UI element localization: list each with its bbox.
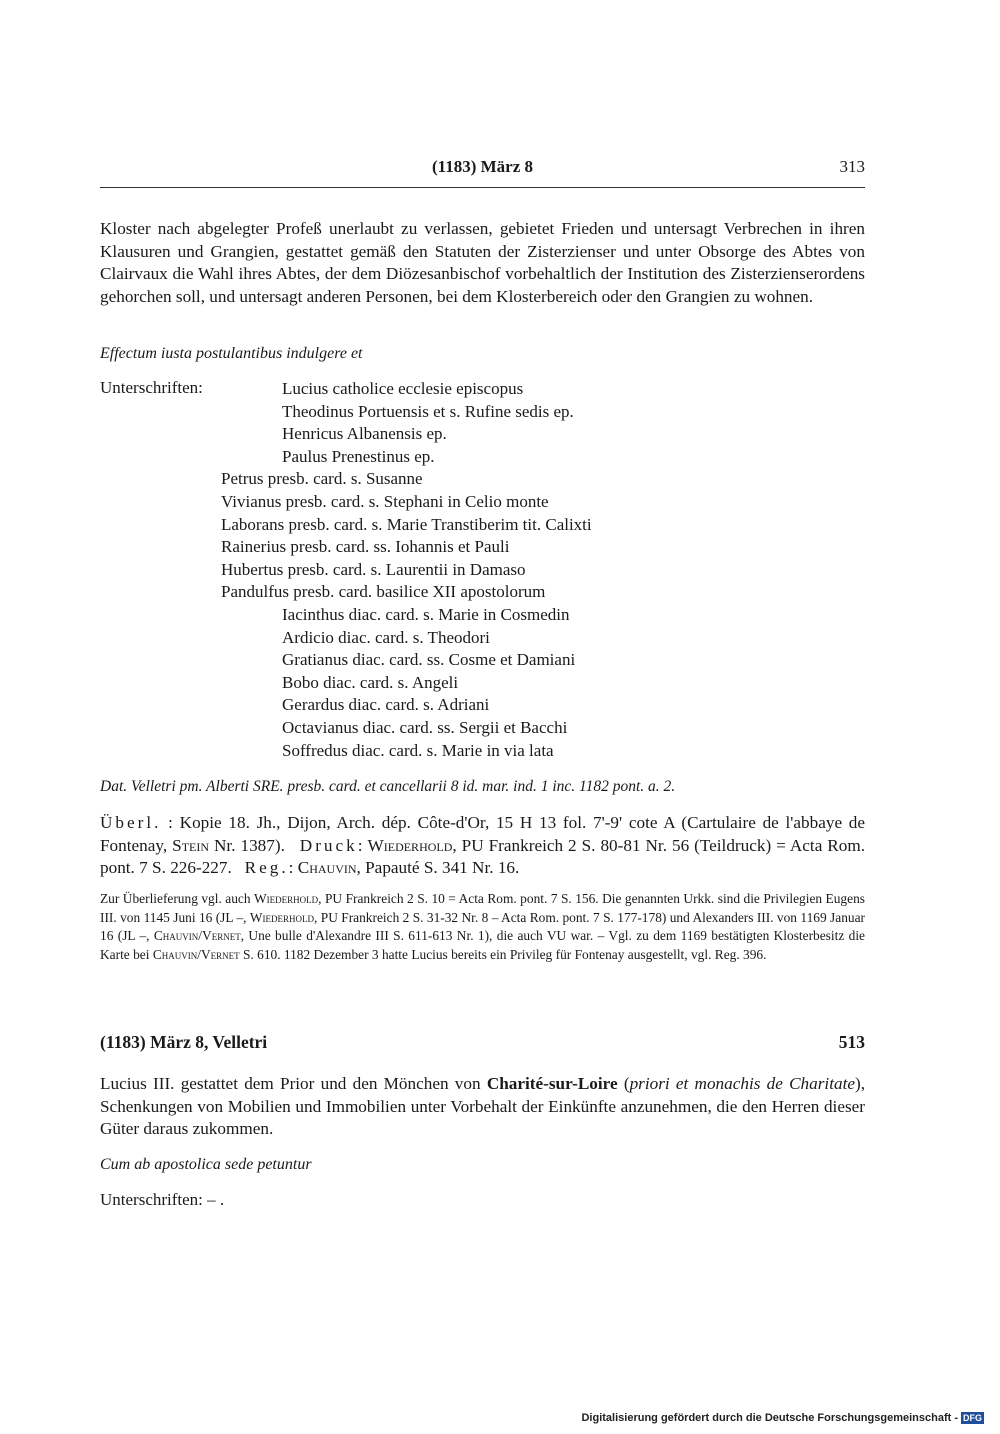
signature-line: Vivianus presb. card. s. Stephani in Celio monte: [221, 492, 549, 511]
incipit: Effectum iusta postulantibus indulgere et: [100, 345, 363, 362]
regest-513-text: [100, 1073, 865, 1141]
note-part: , PU Frankreich 2 S. 31-32 Nr. 8 – Acta Rom. pont. 7 S. 177-178) und Alexanders III. von 1169 Januar 16 (JL –,: [100, 909, 865, 944]
entry-number: 513: [838, 1032, 865, 1052]
latin-recipient: priori et monachis de Charitate: [629, 1074, 855, 1093]
datum: Dat. Velletri pm. Alberti SRE. presb. card. et cancellarii 8 id. mar. ind. 1 inc. 1182 pont. a. 2.: [100, 778, 676, 795]
signature-line: Gerardus diac. card. s. Adriani: [282, 695, 490, 715]
signature-line: Petrus presb. card. s. Susanne: [221, 469, 423, 489]
datum-line: [100, 778, 865, 796]
footer-text: Digitalisierung gefördert durch die Deutsche Forschungsgemeinschaft -: [581, 1412, 958, 1424]
author-wiederhold: Wiederhold: [249, 909, 315, 925]
signatures-label: Unterschriften:: [100, 378, 203, 397]
tradition-text: [100, 812, 865, 880]
running-header: [100, 157, 865, 185]
label-uberlieferung: Überl.: [100, 813, 162, 832]
note-part: , Une bulle d'Alexandre III S. 611-613 Nr. 1), die auch VU war. – Vgl. zu dem 1169 bestätigten Klosterbesitz die Karte bei: [100, 928, 865, 962]
label-druck: Druck: [299, 835, 358, 855]
regest-part: Lucius III. gestattet dem Prior und den Mönchen von: [100, 1074, 481, 1093]
author-chauvin-vernet: Chauvin/Vernet: [152, 946, 240, 962]
regest-continuation: [100, 218, 865, 309]
signature-line: Rainerius presb. card. ss. Iohannis et Pauli: [221, 537, 510, 557]
tradition-block: [100, 812, 865, 880]
label-reg: Reg.: [244, 858, 289, 878]
regest-text: Kloster nach abgelegter Profeß unerlaubt zu verlassen, gebietet Frieden und untersagt Verbrechen in ihren Klausuren und Grangien, gestattet gemäß den Statuten der Zisterzienser und unter Obsorge des Abtes von Clairvaux die Wahl ihres Abtes, der dem Diözesanbischof vorbehaltlich der Institution des Zisterzienserordens gehorchen soll, und untersagt anderen Personen, bei dem Klosterbereich oder den Grangien zu wohnen.: [100, 219, 865, 307]
running-title: (1183) März 8: [431, 157, 534, 176]
signature-line: Theodinus Portuensis et s. Rufine sedis ep.: [282, 401, 574, 421]
signature-line: Gratianus diac. card. ss. Cosme et Damiani: [282, 650, 576, 670]
tradition-part: : Kopie 18. Jh., Dijon, Arch. dép. Côte-d'Or, 15 H 13 fol. 7'-9' cote A (Cartulaire de l'abbaye de Fontenay,: [100, 813, 866, 855]
signature-line: Lucius catholice ecclesie episcopus: [282, 379, 524, 398]
tradition-part: :: [357, 835, 363, 855]
note-part: , PU Frankreich 2 S. 10 = Acta Rom. pont. 7 S. 156. Die genannten Urkk. sind die Privilegien Eugens III. von 1145 Juni 16 (JL –,: [100, 891, 865, 925]
regest-part: (: [623, 1074, 630, 1093]
signature-line: Iacinthus diac. card. s. Marie in Cosmedin: [282, 605, 570, 624]
note-part: S. 610. 1182 Dezember 3 hatte Lucius bereits ein Privileg für Fontenay ausgestellt, vgl. Reg. 396.: [242, 946, 767, 962]
page-number: 313: [839, 157, 865, 176]
author-chauvin-vernet: Chauvin/Vernet: [153, 928, 241, 944]
entry-date-place: (1183) März 8, Velletri: [100, 1032, 268, 1052]
signatures-513: Unterschriften: – .: [100, 1190, 225, 1209]
commentary-note: [100, 890, 865, 964]
signature-line: Octavianus diac. card. ss. Sergii et Bacchi: [282, 718, 568, 737]
incipit-block: [100, 345, 865, 363]
signature-line: Paulus Prenestinus ep.: [282, 446, 435, 466]
signature-line: Laborans presb. card. s. Marie Transtiberim tit. Calixti: [221, 514, 592, 534]
dfg-logo-icon: DFG: [963, 1413, 982, 1423]
tradition-part: Nr. 1387).: [214, 835, 285, 855]
signature-line: Henricus Albanensis ep.: [282, 424, 447, 444]
signature-line: Ardicio diac. card. s. Theodori: [282, 627, 490, 647]
tradition-part: :: [288, 858, 294, 878]
signature-line: Hubertus presb. card. s. Laurentii in Damaso: [221, 559, 526, 579]
funding-footer: [581, 1412, 984, 1424]
note-text: [100, 890, 865, 964]
tradition-part: , Papauté S. 341 Nr. 16.: [356, 858, 520, 878]
recipient: Charité-sur-Loire: [486, 1074, 618, 1093]
note-part: Zur Überlieferung vgl. auch: [100, 891, 251, 906]
header-rule: [100, 187, 865, 188]
author-chauvin: Chauvin: [297, 858, 357, 878]
incipit-513: Cum ab apostolica sede petuntur: [100, 1156, 312, 1173]
incipit-513-block: [100, 1156, 865, 1174]
signature-line: Pandulfus presb. card. basilice XII apostolorum: [221, 582, 546, 602]
signature-line: Soffredus diac. card. s. Marie in via lata: [282, 740, 554, 760]
tradition-part: , PU Frankreich 2 S. 80-81 Nr. 56 (Teildruck) = Acta Rom. pont. 7 S. 226-227.: [100, 835, 866, 878]
regest-part: ), Schenkungen von Mobilien und Immobilien unter Vorbehalt der Einkünfte anzunehmen, die den Herren dieser Güter daraus zukommen.: [100, 1074, 866, 1139]
signature-line: Bobo diac. card. s. Angeli: [282, 672, 459, 692]
author-stein: Stein: [172, 835, 210, 855]
author-wiederhold: Wiederhold: [254, 891, 319, 906]
entry-heading: [100, 1032, 865, 1053]
author-wiederhold: Wiederhold: [367, 835, 453, 855]
regest-513: [100, 1073, 865, 1141]
